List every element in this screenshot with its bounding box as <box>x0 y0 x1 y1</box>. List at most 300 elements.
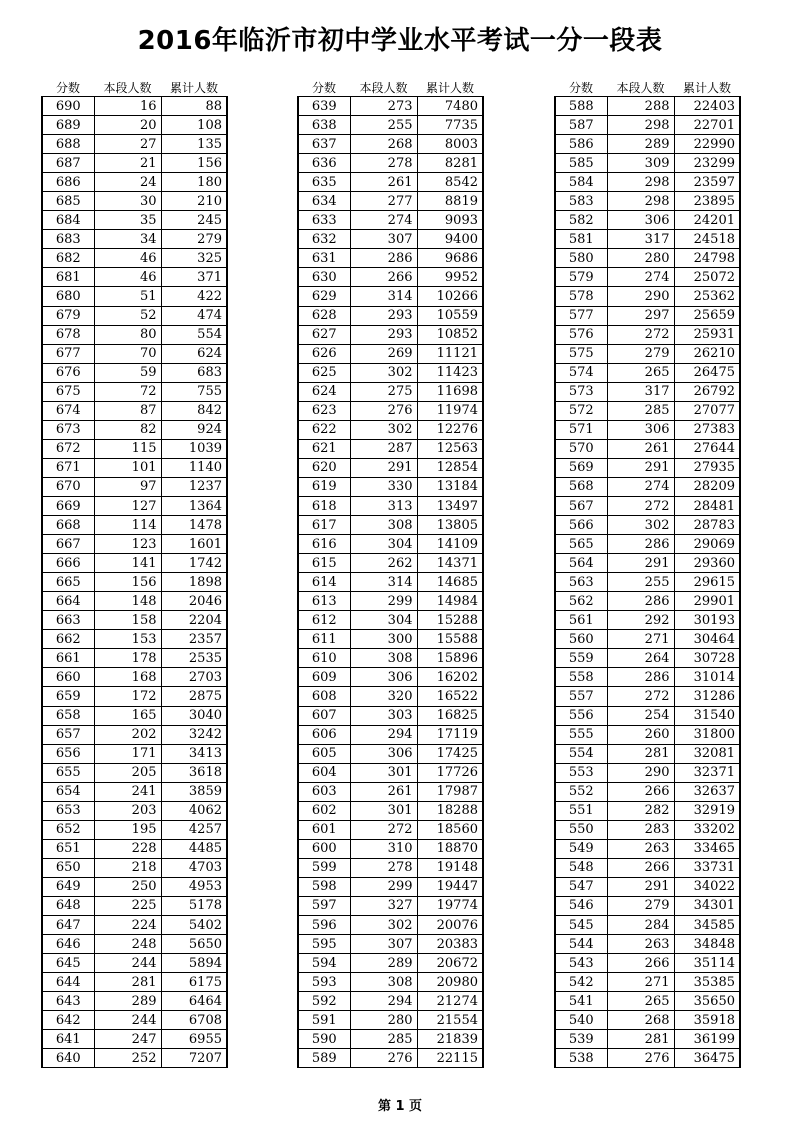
table-row <box>298 477 483 496</box>
cell-score: 635 <box>298 173 350 192</box>
cell-score: 662 <box>42 630 94 649</box>
table-row <box>298 668 483 687</box>
cell-score: 562 <box>555 592 607 611</box>
cell-score: 571 <box>555 420 607 439</box>
table-row <box>42 839 227 858</box>
cell-score: 587 <box>555 116 607 135</box>
cell-score: 588 <box>555 97 607 116</box>
cell-score: 628 <box>298 306 350 325</box>
cell-segment-count: 265 <box>607 992 674 1011</box>
cell-score: 567 <box>555 496 607 515</box>
table-row <box>555 287 740 306</box>
table-row <box>42 554 227 573</box>
cell-cumulative-count: 279 <box>161 230 227 249</box>
cell-cumulative-count: 35650 <box>674 992 740 1011</box>
cell-cumulative-count: 36475 <box>674 1049 740 1068</box>
cell-segment-count: 70 <box>94 344 161 363</box>
cell-cumulative-count: 27644 <box>674 439 740 458</box>
cell-score: 639 <box>298 97 350 116</box>
cell-score: 666 <box>42 554 94 573</box>
table-row <box>298 230 483 249</box>
cell-score: 683 <box>42 230 94 249</box>
cell-score: 612 <box>298 611 350 630</box>
cell-segment-count: 291 <box>607 877 674 896</box>
table-row <box>298 706 483 725</box>
cell-score: 605 <box>298 744 350 763</box>
cell-score: 550 <box>555 820 607 839</box>
cell-segment-count: 293 <box>350 306 417 325</box>
cell-score: 604 <box>298 763 350 782</box>
table-row <box>298 554 483 573</box>
cell-cumulative-count: 19447 <box>417 877 483 896</box>
cell-score: 675 <box>42 382 94 401</box>
table-row <box>555 573 740 592</box>
cell-cumulative-count: 6955 <box>161 1030 227 1049</box>
cell-cumulative-count: 108 <box>161 116 227 135</box>
cell-cumulative-count: 135 <box>161 135 227 154</box>
cell-segment-count: 228 <box>94 839 161 858</box>
cell-cumulative-count: 32637 <box>674 782 740 801</box>
cell-score: 681 <box>42 268 94 287</box>
score-table-1 <box>41 79 226 1068</box>
table-row <box>298 458 483 477</box>
cell-cumulative-count: 1601 <box>161 535 227 554</box>
cell-segment-count: 286 <box>607 592 674 611</box>
cell-score: 670 <box>42 477 94 496</box>
cell-segment-count: 24 <box>94 173 161 192</box>
table-row <box>42 687 227 706</box>
cell-score: 553 <box>555 763 607 782</box>
cell-cumulative-count: 32081 <box>674 744 740 763</box>
table-row <box>555 401 740 420</box>
cell-score: 590 <box>298 1030 350 1049</box>
cell-cumulative-count: 31800 <box>674 725 740 744</box>
cell-score: 573 <box>555 382 607 401</box>
cell-score: 655 <box>42 763 94 782</box>
table-row <box>42 420 227 439</box>
cell-score: 601 <box>298 820 350 839</box>
cell-segment-count: 306 <box>607 420 674 439</box>
table-row <box>298 97 483 116</box>
score-table-3 <box>554 79 739 1068</box>
cell-score: 566 <box>555 516 607 535</box>
cell-cumulative-count: 16202 <box>417 668 483 687</box>
cell-score: 648 <box>42 896 94 915</box>
table-row <box>298 154 483 173</box>
header-segment-count: 本段人数 <box>359 81 408 95</box>
cell-segment-count: 285 <box>607 401 674 420</box>
cell-segment-count: 307 <box>350 230 417 249</box>
cell-cumulative-count: 24201 <box>674 211 740 230</box>
cell-score: 658 <box>42 706 94 725</box>
cell-cumulative-count: 18288 <box>417 801 483 820</box>
cell-score: 544 <box>555 935 607 954</box>
cell-score: 572 <box>555 401 607 420</box>
cell-segment-count: 266 <box>607 782 674 801</box>
cell-cumulative-count: 3242 <box>161 725 227 744</box>
cell-cumulative-count: 842 <box>161 401 227 420</box>
cell-segment-count: 165 <box>94 706 161 725</box>
cell-cumulative-count: 17119 <box>417 725 483 744</box>
cell-cumulative-count: 16522 <box>417 687 483 706</box>
cell-score: 595 <box>298 935 350 954</box>
cell-cumulative-count: 12563 <box>417 439 483 458</box>
cell-segment-count: 293 <box>350 325 417 344</box>
table-row <box>298 1049 483 1068</box>
cell-cumulative-count: 23299 <box>674 154 740 173</box>
cell-cumulative-count: 2357 <box>161 630 227 649</box>
cell-cumulative-count: 5178 <box>161 896 227 915</box>
cell-segment-count: 224 <box>94 916 161 935</box>
cell-cumulative-count: 26210 <box>674 344 740 363</box>
cell-score: 678 <box>42 325 94 344</box>
table-row <box>555 649 740 668</box>
cell-segment-count: 20 <box>94 116 161 135</box>
table-row <box>555 249 740 268</box>
cell-cumulative-count: 7480 <box>417 97 483 116</box>
cell-segment-count: 310 <box>350 839 417 858</box>
cell-score: 640 <box>42 1049 94 1068</box>
cell-segment-count: 276 <box>350 1049 417 1068</box>
cell-score: 626 <box>298 344 350 363</box>
cell-segment-count: 298 <box>607 173 674 192</box>
cell-cumulative-count: 924 <box>161 420 227 439</box>
cell-cumulative-count: 31540 <box>674 706 740 725</box>
cell-cumulative-count: 325 <box>161 249 227 268</box>
cell-cumulative-count: 245 <box>161 211 227 230</box>
table-row <box>42 230 227 249</box>
page-number: 第 1 页 <box>377 1099 423 1114</box>
cell-segment-count: 241 <box>94 782 161 801</box>
cell-segment-count: 290 <box>607 287 674 306</box>
table-row <box>555 135 740 154</box>
cell-segment-count: 302 <box>350 420 417 439</box>
table-row <box>42 706 227 725</box>
cell-score: 677 <box>42 344 94 363</box>
cell-cumulative-count: 14371 <box>417 554 483 573</box>
table-row <box>555 1049 740 1068</box>
header-segment-count: 本段人数 <box>103 81 152 95</box>
cell-cumulative-count: 25072 <box>674 268 740 287</box>
table-row <box>42 401 227 420</box>
cell-score: 607 <box>298 706 350 725</box>
cell-segment-count: 202 <box>94 725 161 744</box>
cell-score: 579 <box>555 268 607 287</box>
cell-score: 589 <box>298 1049 350 1068</box>
cell-cumulative-count: 1742 <box>161 554 227 573</box>
cell-score: 561 <box>555 611 607 630</box>
cell-segment-count: 281 <box>94 973 161 992</box>
cell-cumulative-count: 4953 <box>161 877 227 896</box>
header-score: 分数 <box>55 81 80 95</box>
cell-score: 614 <box>298 573 350 592</box>
cell-score: 671 <box>42 458 94 477</box>
cell-score: 608 <box>298 687 350 706</box>
cell-segment-count: 276 <box>350 401 417 420</box>
cell-score: 631 <box>298 249 350 268</box>
cell-segment-count: 276 <box>607 1049 674 1068</box>
table-row <box>42 268 227 287</box>
cell-segment-count: 292 <box>607 611 674 630</box>
cell-segment-count: 35 <box>94 211 161 230</box>
cell-score: 638 <box>298 116 350 135</box>
cell-segment-count: 308 <box>350 516 417 535</box>
cell-cumulative-count: 14984 <box>417 592 483 611</box>
cell-segment-count: 277 <box>350 192 417 211</box>
cell-cumulative-count: 29615 <box>674 573 740 592</box>
cell-score: 559 <box>555 649 607 668</box>
cell-score: 687 <box>42 154 94 173</box>
table-row <box>298 611 483 630</box>
cell-segment-count: 87 <box>94 401 161 420</box>
cell-cumulative-count: 15896 <box>417 649 483 668</box>
cell-score: 606 <box>298 725 350 744</box>
cell-cumulative-count: 17425 <box>417 744 483 763</box>
cell-segment-count: 306 <box>350 668 417 687</box>
cell-segment-count: 252 <box>94 1049 161 1068</box>
cell-cumulative-count: 36199 <box>674 1030 740 1049</box>
cell-cumulative-count: 554 <box>161 325 227 344</box>
table-row <box>555 896 740 915</box>
cell-score: 560 <box>555 630 607 649</box>
cell-cumulative-count: 9952 <box>417 268 483 287</box>
cell-segment-count: 123 <box>94 535 161 554</box>
cell-score: 645 <box>42 954 94 973</box>
cell-segment-count: 294 <box>350 992 417 1011</box>
cell-score: 615 <box>298 554 350 573</box>
header-score: 分数 <box>311 81 336 95</box>
cell-cumulative-count: 2046 <box>161 592 227 611</box>
cell-cumulative-count: 33731 <box>674 858 740 877</box>
cell-cumulative-count: 9400 <box>417 230 483 249</box>
cell-cumulative-count: 156 <box>161 154 227 173</box>
cell-segment-count: 262 <box>350 554 417 573</box>
table-row <box>298 496 483 515</box>
table-row <box>298 858 483 877</box>
cell-segment-count: 114 <box>94 516 161 535</box>
cell-cumulative-count: 422 <box>161 287 227 306</box>
table-row <box>298 135 483 154</box>
table-row <box>555 973 740 992</box>
cell-score: 642 <box>42 1011 94 1030</box>
cell-cumulative-count: 32919 <box>674 801 740 820</box>
table-row <box>555 173 740 192</box>
cell-score: 672 <box>42 439 94 458</box>
table-row <box>42 458 227 477</box>
table-row <box>298 420 483 439</box>
cell-cumulative-count: 19774 <box>417 896 483 915</box>
cell-segment-count: 272 <box>607 496 674 515</box>
cell-score: 580 <box>555 249 607 268</box>
table-header-row <box>555 79 740 97</box>
cell-cumulative-count: 26475 <box>674 363 740 382</box>
cell-cumulative-count: 16825 <box>417 706 483 725</box>
cell-score: 585 <box>555 154 607 173</box>
cell-segment-count: 272 <box>607 687 674 706</box>
cell-cumulative-count: 22115 <box>417 1049 483 1068</box>
cell-segment-count: 59 <box>94 363 161 382</box>
cell-score: 674 <box>42 401 94 420</box>
cell-cumulative-count: 11423 <box>417 363 483 382</box>
table-row <box>42 439 227 458</box>
table-row <box>555 97 740 116</box>
table-row <box>42 763 227 782</box>
cell-cumulative-count: 3618 <box>161 763 227 782</box>
table-row <box>42 1011 227 1030</box>
table-row <box>555 687 740 706</box>
cell-segment-count: 330 <box>350 477 417 496</box>
cell-segment-count: 294 <box>350 725 417 744</box>
cell-segment-count: 148 <box>94 592 161 611</box>
cell-cumulative-count: 1898 <box>161 573 227 592</box>
cell-cumulative-count: 7735 <box>417 116 483 135</box>
cell-score: 592 <box>298 992 350 1011</box>
cell-segment-count: 46 <box>94 249 161 268</box>
cell-score: 547 <box>555 877 607 896</box>
cell-segment-count: 308 <box>350 973 417 992</box>
cell-cumulative-count: 6175 <box>161 973 227 992</box>
cell-score: 594 <box>298 954 350 973</box>
cell-segment-count: 299 <box>350 877 417 896</box>
cell-score: 541 <box>555 992 607 1011</box>
cell-cumulative-count: 15288 <box>417 611 483 630</box>
table-row <box>42 782 227 801</box>
table-row <box>42 516 227 535</box>
cell-score: 668 <box>42 516 94 535</box>
table-row <box>555 382 740 401</box>
header-cumulative-count: 累计人数 <box>169 81 218 95</box>
cell-segment-count: 153 <box>94 630 161 649</box>
cell-cumulative-count: 7207 <box>161 1049 227 1068</box>
cell-segment-count: 303 <box>350 706 417 725</box>
table-row <box>555 439 740 458</box>
cell-score: 546 <box>555 896 607 915</box>
cell-score: 598 <box>298 877 350 896</box>
table-row <box>298 1011 483 1030</box>
cell-cumulative-count: 683 <box>161 363 227 382</box>
cell-cumulative-count: 13497 <box>417 496 483 515</box>
table-row <box>42 154 227 173</box>
cell-cumulative-count: 33202 <box>674 820 740 839</box>
cell-segment-count: 291 <box>607 554 674 573</box>
cell-cumulative-count: 180 <box>161 173 227 192</box>
cell-score: 564 <box>555 554 607 573</box>
cell-score: 569 <box>555 458 607 477</box>
cell-cumulative-count: 4062 <box>161 801 227 820</box>
cell-segment-count: 314 <box>350 287 417 306</box>
cell-cumulative-count: 474 <box>161 306 227 325</box>
header-cumulative-count: 累计人数 <box>425 81 474 95</box>
cell-score: 610 <box>298 649 350 668</box>
cell-score: 599 <box>298 858 350 877</box>
header-score: 分数 <box>568 81 593 95</box>
table-row <box>42 916 227 935</box>
table-row <box>555 935 740 954</box>
cell-segment-count: 244 <box>94 1011 161 1030</box>
cell-segment-count: 291 <box>607 458 674 477</box>
table-row <box>555 306 740 325</box>
cell-score: 554 <box>555 744 607 763</box>
cell-score: 659 <box>42 687 94 706</box>
table-row <box>42 249 227 268</box>
table-row <box>298 1030 483 1049</box>
table-row <box>42 306 227 325</box>
cell-segment-count: 269 <box>350 344 417 363</box>
table-header-row <box>298 79 483 97</box>
cell-score: 623 <box>298 401 350 420</box>
cell-score: 620 <box>298 458 350 477</box>
cell-score: 545 <box>555 916 607 935</box>
table-row <box>42 325 227 344</box>
table-row <box>555 782 740 801</box>
cell-segment-count: 320 <box>350 687 417 706</box>
cell-segment-count: 283 <box>607 820 674 839</box>
cell-cumulative-count: 26792 <box>674 382 740 401</box>
cell-score: 577 <box>555 306 607 325</box>
cell-cumulative-count: 13805 <box>417 516 483 535</box>
table-row <box>555 820 740 839</box>
table-row <box>555 744 740 763</box>
cell-score: 543 <box>555 954 607 973</box>
cell-score: 539 <box>555 1030 607 1049</box>
cell-cumulative-count: 28783 <box>674 516 740 535</box>
cell-segment-count: 225 <box>94 896 161 915</box>
cell-score: 593 <box>298 973 350 992</box>
cell-segment-count: 254 <box>607 706 674 725</box>
table-row <box>555 516 740 535</box>
cell-score: 686 <box>42 173 94 192</box>
table-row <box>555 706 740 725</box>
cell-segment-count: 279 <box>607 344 674 363</box>
cell-cumulative-count: 30193 <box>674 611 740 630</box>
cell-segment-count: 273 <box>350 97 417 116</box>
cell-cumulative-count: 35114 <box>674 954 740 973</box>
header-cumulative-count: 累计人数 <box>682 81 731 95</box>
table-row <box>555 192 740 211</box>
cell-segment-count: 301 <box>350 763 417 782</box>
cell-score: 664 <box>42 592 94 611</box>
cell-segment-count: 282 <box>607 801 674 820</box>
table-row <box>298 992 483 1011</box>
cell-score: 591 <box>298 1011 350 1030</box>
table-row <box>298 249 483 268</box>
cell-cumulative-count: 11974 <box>417 401 483 420</box>
cell-cumulative-count: 1039 <box>161 439 227 458</box>
cell-cumulative-count: 3040 <box>161 706 227 725</box>
cell-cumulative-count: 755 <box>161 382 227 401</box>
cell-segment-count: 285 <box>350 1030 417 1049</box>
cell-segment-count: 178 <box>94 649 161 668</box>
table-row <box>555 268 740 287</box>
table-row <box>555 839 740 858</box>
cell-segment-count: 317 <box>607 382 674 401</box>
cell-score: 649 <box>42 877 94 896</box>
cell-segment-count: 274 <box>607 477 674 496</box>
cell-cumulative-count: 9093 <box>417 211 483 230</box>
cell-segment-count: 46 <box>94 268 161 287</box>
table-row <box>298 763 483 782</box>
table-row <box>42 382 227 401</box>
cell-segment-count: 306 <box>350 744 417 763</box>
table-row <box>42 801 227 820</box>
cell-cumulative-count: 25362 <box>674 287 740 306</box>
cell-segment-count: 289 <box>350 954 417 973</box>
cell-score: 584 <box>555 173 607 192</box>
table-row <box>555 458 740 477</box>
table-row <box>555 420 740 439</box>
cell-segment-count: 314 <box>350 573 417 592</box>
cell-segment-count: 115 <box>94 439 161 458</box>
